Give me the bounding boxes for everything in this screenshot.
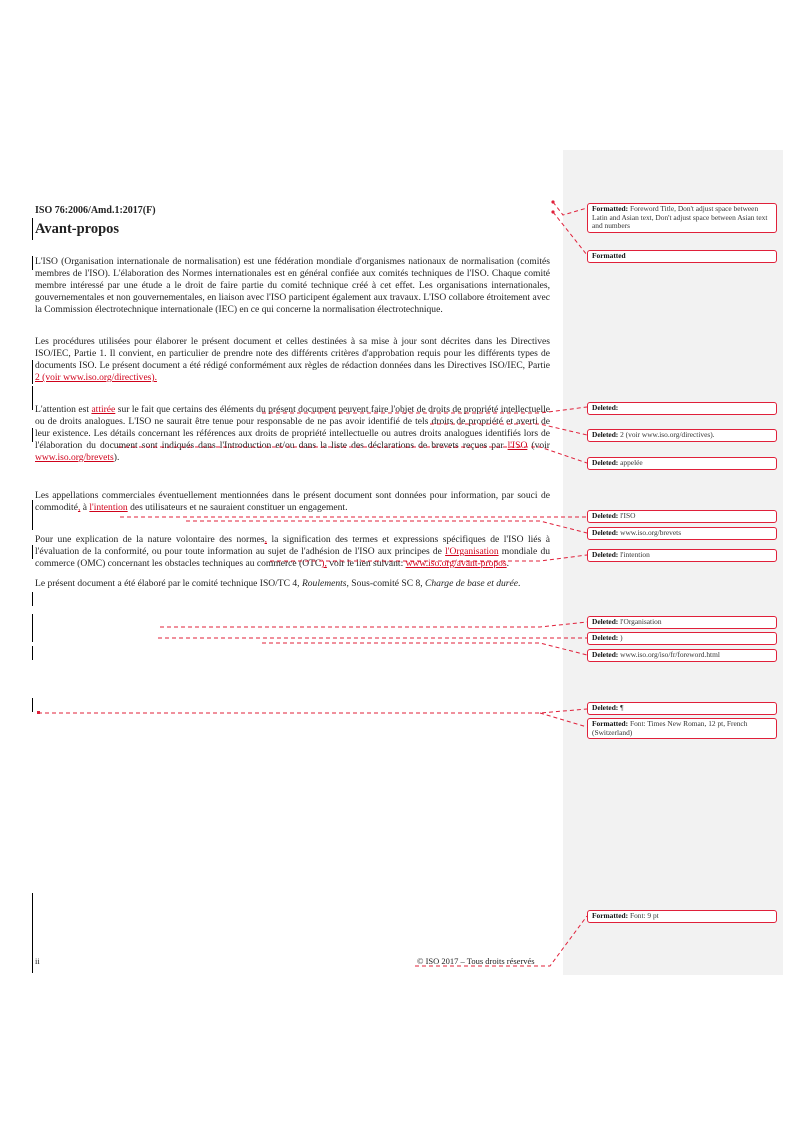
text: Les appellations commerciales éventuellement mentionnées dans le présent document sont données pour information, par souci de commodité xyxy=(35,490,550,513)
comment-label: Deleted: xyxy=(592,403,619,412)
comment-label: Formatted: xyxy=(592,911,629,920)
inserted-text[interactable]: l'Organisation xyxy=(445,546,499,557)
comment-deleted[interactable] xyxy=(587,457,777,470)
inserted-text[interactable]: attirée xyxy=(91,404,116,415)
comment-deleted[interactable] xyxy=(587,510,777,523)
text: , Sous-comité SC 8, xyxy=(346,578,426,589)
document-header: ISO 76:2006/Amd.1:2017(F) xyxy=(35,205,156,216)
comment-text: 2 (voir www.iso.org/directives). xyxy=(618,430,715,439)
comment-label: Deleted: xyxy=(592,650,619,659)
text: . xyxy=(506,558,510,569)
comment-deleted[interactable] xyxy=(587,702,777,715)
comment-text: ) xyxy=(618,633,623,642)
comment-text: ¶ xyxy=(618,703,624,712)
comment-text: l'ISO xyxy=(618,511,636,520)
page-number: ii xyxy=(35,956,40,966)
inserted-text[interactable]: l'ISO xyxy=(507,440,528,451)
comment-deleted[interactable] xyxy=(587,632,777,645)
comment-formatted[interactable] xyxy=(587,250,777,263)
text: ). xyxy=(113,452,120,463)
comment-text: www.iso.org/iso/fr/foreword.html xyxy=(618,650,720,659)
text: (voir xyxy=(527,440,550,451)
inserted-text: , xyxy=(77,502,81,513)
comment-deleted[interactable] xyxy=(587,527,777,540)
comment-label: Deleted: xyxy=(592,703,619,712)
comment-label: Formatted: xyxy=(592,719,629,728)
comment-text: Foreword Title, Don't adjust space between Latin and Asian text, Don't adjust space between Asian text and numbers xyxy=(592,204,768,231)
comment-text: Font: Times New Roman, 12 pt, French (Switzerland) xyxy=(592,719,748,737)
inserted-text[interactable]: l'intention xyxy=(89,502,128,513)
page-title: Avant-propos xyxy=(35,221,120,237)
text: Le présent document a été élaboré par le comité technique ISO/TC 4, xyxy=(35,578,302,589)
inserted-text: ), xyxy=(321,558,327,569)
comment-deleted[interactable] xyxy=(587,402,777,415)
comment-text: l'intention xyxy=(618,550,650,559)
comment-label: Formatted xyxy=(592,251,626,260)
comment-label: Deleted: xyxy=(592,511,619,520)
comment-deleted[interactable] xyxy=(587,429,777,442)
comment-label: Formatted: xyxy=(592,204,629,213)
comment-label: Deleted: xyxy=(592,617,619,626)
text: . xyxy=(518,578,521,589)
text: Charge de base et durée xyxy=(425,578,518,589)
text: sur le fait que certains des éléments du présent document peuvent faire l'objet de droits de propriété intellectuelle ou de droits analogues. L'ISO ne saurait être tenue pour responsable de ne pas avoir identifié de tels droits de propriété et averti de leur existence. Les détails concernant les références aux droits de propriété intellectuelle ou autres droits analogues identifiés lors de l'élaboration du document sont indiqués dans l'Introduction et/ou dans la liste des déclarations de brevets reçues par xyxy=(35,404,550,451)
link-brevets[interactable]: www.iso.org/brevets xyxy=(35,452,114,463)
comment-deleted[interactable] xyxy=(587,649,777,662)
link-avant-propos[interactable]: www.iso.org/avant-propos xyxy=(405,558,507,569)
copyright: © ISO 2017 – Tous droits réservés xyxy=(417,956,535,966)
text: Roulements xyxy=(301,578,347,589)
comment-text: l'Organisation xyxy=(618,617,662,626)
text: L'attention est xyxy=(35,404,92,415)
comment-formatted-font[interactable] xyxy=(587,718,777,739)
comment-text: Font: 9 pt xyxy=(628,911,659,920)
text: des utilisateurs et ne sauraient constituer un engagement. xyxy=(127,502,348,513)
comment-label: Deleted: xyxy=(592,458,619,467)
comment-deleted[interactable] xyxy=(587,616,777,629)
comment-formatted-title[interactable] xyxy=(587,203,777,233)
comment-label: Deleted: xyxy=(592,430,619,439)
inserted-text: , xyxy=(264,534,267,545)
text: la signification des termes et expressions spécifiques de l'ISO liés à l'évaluation de la conformité, ou pour toute information au sujet de l'adhésion de l'ISO aux principes de xyxy=(35,534,551,557)
text: Pour une explication de la nature volontaire des normes xyxy=(35,534,265,545)
text: Les procédures utilisées pour élaborer le présent document et celles destinées à sa mise à jour sont décrites dans les Directives ISO/IEC, Partie 1. Il convient, en particulier de prendre note des différents critères d'approbation requis pour les différents types de documents ISO. Le présent document a été rédigé conformément aux règles de rédaction données dans les Directives ISO/IEC, Partie xyxy=(35,336,550,371)
comment-text: appelée xyxy=(618,458,643,467)
paragraph-1: L'ISO (Organisation internationale de normalisation) est une fédération mondiale d'organismes nationaux de normalisation (comités membres de l'ISO). L'élaboration des Normes internationales est en général confiée aux comités techniques de l'ISO. Chaque comité membre intéressé par une étude a le droit de faire partie du comité technique créé à cet effet. Les organisations internationales, gouvernementales et non gouvernementales, en liaison avec l'ISO participent également aux travaux. L'ISO collabore étroitement avec la Commission électrotechnique internationale (IEC) en ce qui concerne la normalisation électrotechnique. xyxy=(35,256,550,315)
comment-label: Deleted: xyxy=(592,550,619,559)
comment-deleted[interactable] xyxy=(587,549,777,562)
inserted-text[interactable]: 2 (voir www.iso.org/directives). xyxy=(35,372,157,383)
text: mondiale du commerce (OMC) concernant les obstacles techniques au commerce (OTC xyxy=(35,546,550,569)
comment-formatted-font[interactable] xyxy=(587,910,777,923)
comment-label: Deleted: xyxy=(592,528,619,537)
text: à xyxy=(80,502,90,513)
comment-label: Deleted: xyxy=(592,633,619,642)
text: voir le lien suivant: xyxy=(326,558,406,569)
comment-text: www.iso.org/brevets xyxy=(618,528,682,537)
